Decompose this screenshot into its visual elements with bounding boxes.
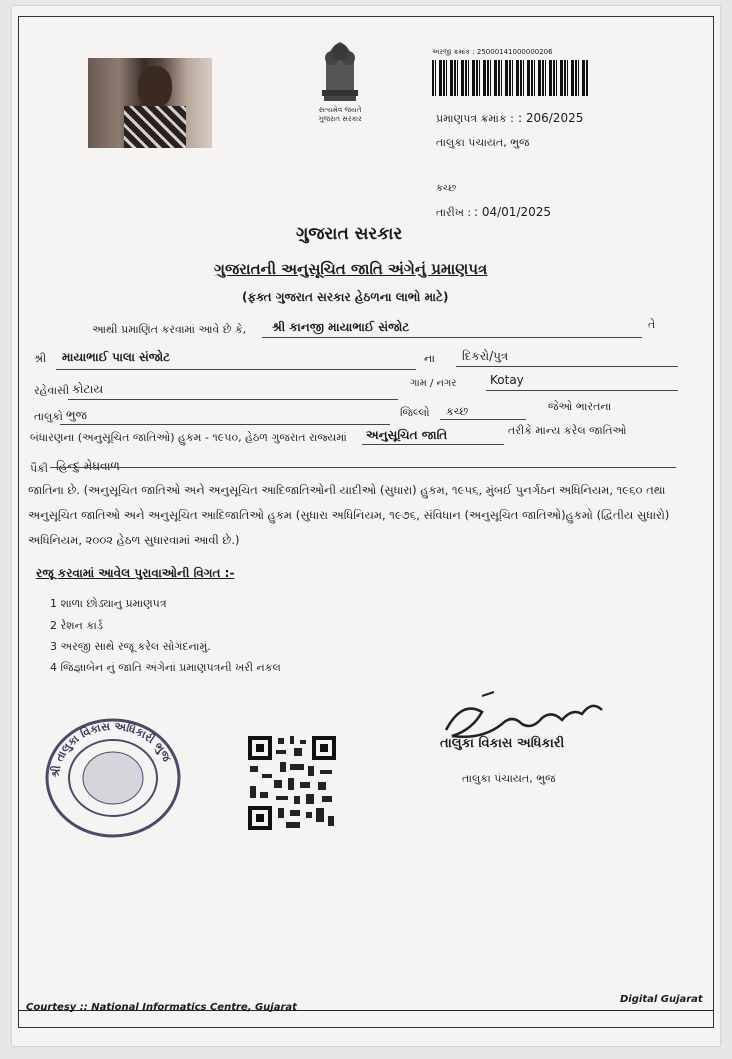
certificate-title: ગુજરાતની અનુસૂચિત જાતિ અંગેનું પ્રમાણપત્ર (214, 260, 488, 278)
paragraph-line: અધિનિયમ, ૨૦૦૨ હેઠળ સુધારવામાં આવી છે.) (28, 533, 240, 547)
certificate-number-label: પ્રમાણપત્ર ક્રમાંક : (436, 112, 514, 125)
tail-text-1: જેઓ ભારતના (548, 400, 612, 413)
office-seal-icon (44, 716, 182, 840)
village-label: ગામ / નગર (410, 378, 457, 389)
header-district: કચ્છ (436, 183, 457, 194)
district-value: કચ્છ (446, 405, 469, 418)
barcode (432, 60, 588, 96)
emblem-motto: સત્યમેવ જયતે (318, 106, 362, 114)
taluka-label: તાલુકો (34, 410, 63, 423)
intro-text: આથી પ્રમાણિત કરવામાં આવે છે કે, (92, 323, 247, 336)
resident-value: કોટાય (72, 382, 104, 396)
relation-value: દિકરો/પુત્ર (462, 349, 509, 363)
signatory-office: તાલુકા પંચાયત, ભુજ (462, 772, 556, 785)
father-name: માયાભાઈ પાલા સંજોટ (62, 350, 171, 364)
paragraph-line: જાતિના છે. (અનુસૂચિત જાતિઓ અને અનુસૂચિત આદિજાતિઓની યાદીઓ (સુધારા) હુકમ, ૧૯૫૬, મુંબઈ પુનર્ગઠન અધિનિયમ, ૧૯૬૦ તથા (28, 483, 666, 497)
caste-value: હિન્દુ મેઘવાળ (56, 459, 120, 473)
resident-label: રહેવાસી (34, 384, 70, 397)
seal-text: શ્રી તાલુકા વિકાસ અધિકારી ભુજ (48, 719, 174, 779)
applicant-photo (88, 58, 212, 148)
taluka-value: ભુજ (66, 408, 87, 422)
certificate-number: : 206/2025 (518, 111, 584, 125)
evidence-item: 3 અરજી સાથે રજૂ કરેલ સોગંદનામું. (50, 640, 211, 653)
application-number: અરજી ક્રમાંક : 25000141000000206 (432, 48, 553, 56)
constitution-text: બંધારણના (અનુસૂચિત જાતિઓ) હુકમ - ૧૯૫૦, હેઠળ ગુજરાત રાજ્યમાં (30, 431, 347, 444)
among-label: પૈકી (30, 462, 49, 475)
tail-text-2: તરીકે માન્ય કરેલ જાતિઓ (508, 424, 627, 437)
state-emblem-icon (300, 32, 380, 124)
relation-label: ના (424, 352, 435, 365)
applicant-name: શ્રી કાનજી માયાભાઈ સંજોટ (272, 320, 410, 334)
date-label: તારીખ : (436, 206, 472, 219)
category-value: અનુસૂચિત જાતિ (366, 428, 448, 442)
footer-courtesy: Courtesy :: National Informatics Centre, Gujarat (26, 1002, 297, 1013)
paragraph-line: અનુસૂચિત જાતિઓ અને અનુસૂચિત આદિજાતિઓ હુકમ (સુધારા અધિનિયમ, ૧૯૭૬, સંવિધાન (અનુસૂચિત જાતિઓ)હુકમો (દ્વિતીય સુધારો) (28, 508, 670, 522)
father-prefix: શ્રી (34, 352, 47, 365)
name-suffix: તે (648, 318, 656, 331)
legal-paragraph (28, 478, 696, 553)
certificate-date: : 04/01/2025 (474, 205, 552, 219)
evidence-item: 4 જિજ્ઞાબેન નું જાતિ અંગેનાં પ્રમાણપત્રની ખરી નકલ (50, 661, 281, 674)
header-office: તાલુકા પંચાયત, ભુજ (436, 136, 530, 149)
village-value: Kotay (490, 373, 524, 387)
evidence-item: 2 રેશન કાર્ડ (50, 619, 103, 632)
certificate-note: (ફક્ત ગુજરાત સરકાર હેઠળના લાભો માટે) (242, 290, 449, 304)
qr-code-icon (246, 734, 338, 832)
district-label: જિલ્લો (400, 406, 430, 419)
government-title: ગુજરાત સરકાર (296, 224, 403, 244)
emblem-gov: ગુજરાત સરકાર (318, 115, 362, 123)
footer-digital-gujarat: Digital Gujarat (620, 994, 703, 1005)
evidence-heading: રજૂ કરવામાં આવેલ પુરાવાઓની વિગત :- (36, 566, 235, 580)
evidence-item: 1 શાળા છોડ્યાનુ પ્રમાણપત્ર (50, 597, 167, 610)
signatory-designation: તાલુકા વિકાસ અધિકારી (440, 736, 565, 751)
